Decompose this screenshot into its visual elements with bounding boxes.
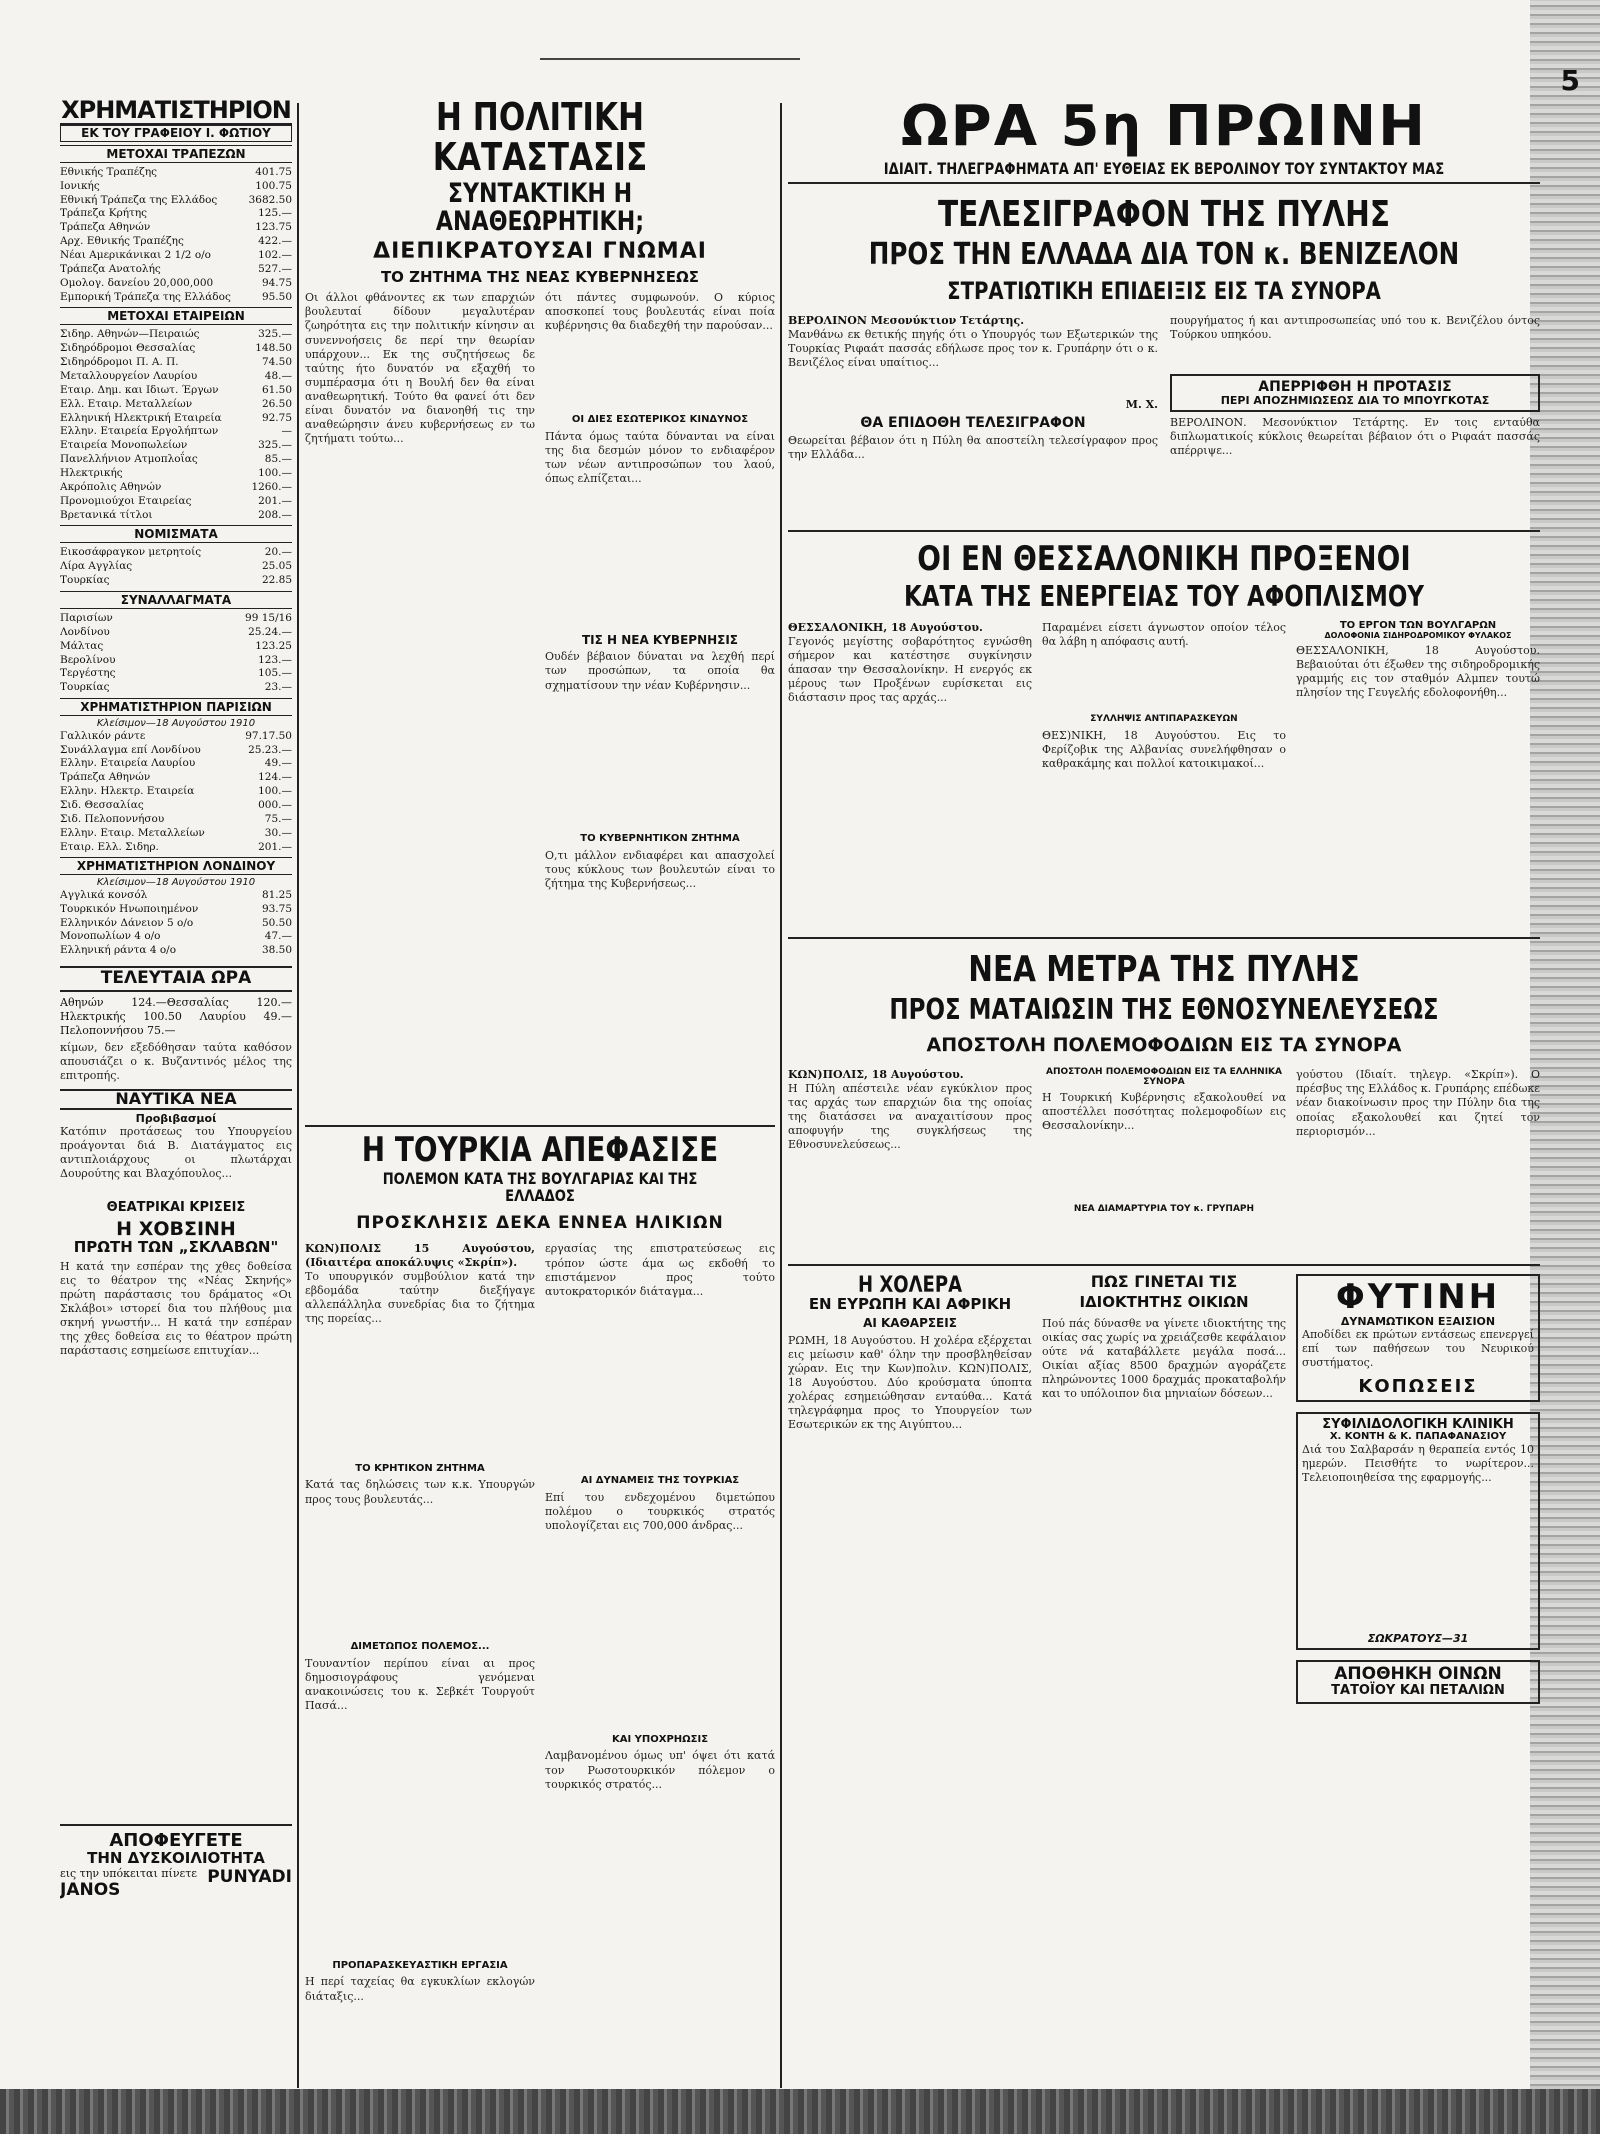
quote-value: 22.85 (261, 574, 292, 587)
measures-body (788, 1068, 1540, 1258)
quote-name: Βρετανικά τίτλοι (60, 508, 153, 521)
body-text: Παραμένει είσετι άγνωστον οποίον τέλος θα λάβη η απόφασις αυτή. (1042, 621, 1286, 649)
quote-value: 92.75 (261, 411, 292, 424)
cholera-title: Η ΧΟΛΕΡΑ (857, 1273, 963, 1299)
quote-name: Συνάλλαγμα επί Λονδίνου (60, 743, 201, 756)
quote-name: Εμπορική Τράπεζα της Ελλάδος (60, 290, 231, 303)
quote-value: 47.— (264, 930, 292, 943)
quote-row (60, 467, 292, 481)
measures-lead: ΚΩΝ)ΠΟΛΙΣ, 18 Αυγούστου. (788, 1068, 964, 1082)
advert-clinic-address: ΣΩΚΡΑΤΟΥΣ—31 (1367, 1631, 1469, 1645)
quote-row (60, 166, 292, 180)
quote-name: Τράπεζα Κρήτης (60, 207, 148, 220)
banner-title: ΩΡΑ 5η ΠΡΩΙΝΗ (901, 98, 1427, 159)
section-heading: ΤΟ ΕΡΓΟΝ ΤΩΝ ΒΟΥΛΓΑΡΩΝ (1339, 620, 1497, 632)
body-text: ΘΕΣΣΑΛΟΝΙΚΗ, 18 Αυγούστου. Βεβαιούται ότι έξωθεν της σιδηροδρομικής γραμμής εις τον σταθμόν Αλμπεν τουτώ πλησίον της Γευγελής εδολοφονήθη... (1296, 644, 1540, 700)
body-text: εργασίας της επιστρατεύσεως εις τρόπον ώστε άμα ως εκδοθή το επιστάμενον προς τούτο αυτοκρατορικόν διάταγμα... (545, 1242, 775, 1298)
section-heading: ΝΟΜΙΣΜΑΤΑ (60, 525, 292, 543)
quote-row (60, 495, 292, 509)
quote-row (60, 546, 292, 560)
section-heading: ΜΕΤΟΧΑΙ ΕΤΑΙΡΕΙΩΝ (60, 307, 292, 325)
owners-subtitle: ΙΔΙΟΚΤΗΤΗΣ ΟΙΚΙΩΝ (1079, 1293, 1249, 1312)
section-heading: ΔΙΜΕΤΩΠΟΣ ΠΟΛΕΜΟΣ... (350, 1641, 490, 1653)
column-divider (297, 103, 299, 2088)
advert-wine-subtitle: ΤΑΤΟΪΟΥ ΚΑΙ ΠΕΤΑΛΙΩΝ (1331, 1682, 1505, 1698)
quote-name: Εταιρ. Ελλ. Σιδηρ. (60, 840, 159, 853)
quote-name: Αγγλικά κονσόλ (60, 888, 148, 901)
quote-name: Ακρόπολις Αθηνών (60, 480, 162, 493)
quote-name: Ελλην. Εταιρεία Λαυρίου (60, 757, 196, 770)
cholera-subtitle-2: ΑΙ ΚΑΘΑΡΣΕΙΣ (863, 1316, 957, 1331)
quote-row (60, 398, 292, 412)
body-text: Αποδίδει εκ πρώτων εντάσεως επενεργεί επί των παθήσεων του Νευρικού συστήματος. (1302, 1327, 1534, 1369)
quote-row (60, 771, 292, 785)
new-measures-title: ΝΕΑ ΜΕΤΡΑ ΤΗΣ ΠΥΛΗΣ (968, 949, 1360, 991)
quote-value: 81.25 (261, 888, 292, 901)
quote-value: 148.50 (255, 342, 292, 355)
quote-value: 49.— (264, 757, 292, 770)
body-text: Η Τουρκική Κυβέρνησις εξακολουθεί να αποστέλλει ποσότητας πολεμοφοδίων εις Θεσσαλονίκην... (1042, 1091, 1286, 1133)
advert-avoid-subtitle: ΤΗΝ ΔΥΣΚΟΙΛΙΟΤΗΤΑ (87, 1848, 265, 1867)
advert-avoid-body (60, 1867, 292, 1902)
quote-row (60, 439, 292, 453)
body-text: ότι πάντες συμφωνούν. Ο κύριος αποσκοπεί τους βουλευτάς είναι ποία κυβέρνησις θα διαδεχθή την παρούσαν... (545, 291, 775, 333)
advert-wine-title: ΑΠΟΘΗΚΗ ΟΙΝΩΝ (1334, 1664, 1502, 1685)
body-text: ΘΕΣ)ΝΙΚΗ, 18 Αυγούστου. Εις το Φερίζοβικ της Αλβανίας συνελήφθησαν ο καθρακάμης και πολλοί κατοικιμακοί... (1042, 728, 1286, 770)
bottom-section (788, 1274, 1540, 1877)
stock-tables (60, 145, 292, 695)
quote-name: Εταιρ. Δημ. και Ιδιωτ. Έργων (60, 383, 219, 396)
quote-value: 75.— (264, 812, 292, 825)
quote-value: 105.— (258, 667, 292, 680)
politics-subtitle-2: ΔΙΕΠΙΚΡΑΤΟΥΣΑΙ ΓΝΩΜΑΙ (373, 239, 707, 265)
section-heading: ΤΟ ΚΥΒΕΡΝΗΤΙΚΟΝ ΖΗΤΗΜΑ (580, 833, 740, 845)
quote-value: 3682.50 (248, 193, 292, 206)
quote-row (60, 612, 292, 626)
quote-value: 124.— (258, 771, 292, 784)
quote-name: Σιδηρόδρομοι Θεσσαλίας (60, 342, 196, 355)
quote-name: Σιδηρόδρομοι Π. Α. Π. (60, 356, 179, 369)
scan-edge-bottom (0, 2089, 1600, 2134)
quote-value: 30.— (264, 826, 292, 839)
newspaper-page (60, 48, 1580, 2088)
quote-value: 95.50 (261, 290, 292, 303)
body-text: εις την υπόκειται πίνετε (60, 1866, 197, 1880)
quote-row (60, 453, 292, 467)
quote-row (60, 574, 292, 588)
advert-clinic-title: ΣΥΦΙΛΙΔΟΛΟΓΙΚΗ ΚΛΙΝΙΚΗ (1322, 1417, 1514, 1433)
quote-name: Ομολογ. δανείου 20,000,000 (60, 276, 214, 289)
column-divider (780, 103, 782, 2088)
quote-name: Αρχ. Εθνικής Τραπέζης (60, 235, 184, 248)
body-text: κίμων, δεν εξεδόθησαν ταύτα καθόσον απουσιάζει ο κ. Βυζαντινός μέλος της επιτροπής. (60, 1041, 292, 1083)
rejected-proposal-box (1170, 374, 1540, 412)
quote-row (60, 681, 292, 695)
quote-row (60, 370, 292, 384)
turkey-body (305, 1242, 775, 2015)
quote-name: Σιδ. Θεσσαλίας (60, 798, 144, 811)
section-heading: ΣΥΝΑΛΛΑΓΜΑΤΑ (60, 591, 292, 609)
right-column (788, 98, 1540, 2088)
section-heading: ΣΥΛΛΗΨΙΣ ΑΝΤΙΠΑΡΑΣΚΕΥΩΝ (1090, 714, 1238, 725)
quote-name: Ηλεκτρικής (60, 466, 123, 479)
naval-news-subtitle: Προβιβασμοί (135, 1112, 217, 1126)
body-text: Μανθάνω εκ θετικής πηγής ότι ο Υπουργός των Εξωτερικών της Τουρκίας Ριφαάτ πασσάς εδήλωσε προς τον κ. Γρυπάρην ότι ο κ. Βενιζέλος είναι υπαίτιος... (788, 327, 1158, 369)
quote-name: Ελλ. Εταιρ. Μεταλλείων (60, 397, 193, 410)
advert-fytini-subtitle: ΔΥΝΑΜΩΤΙΚΟΝ ΕΞΑΙΣΙΟΝ (1340, 1314, 1496, 1328)
quote-row (60, 903, 292, 917)
body-text: Λαμβανομένου όμως υπ' όψει ότι κατά τον Ρωσοτουρκικόν πόλεμον ο τουρκικός στρατός... (545, 1749, 775, 1791)
quote-row (60, 277, 292, 291)
quote-value: 100.75 (255, 179, 292, 192)
body-text: Οι άλλοι φθάνοντες εκ των επαρχιών βουλευταί δίδουν μεγαλυτέραν ζωηρότητα εις την πολιτικήν κίνησιν αι συνεννοήσεις δε περί την θεωρίαν υπάρχουν... Εκ της συζητήσεως δε ταύτης ήτο δυνατόν να εξαχθή το συμπέρασμα ότι η Βουλή δεν θα είναι αναθεωρητική. Τούτο θα φανεί ότι δεν είναι δυνατόν να διανοηθή τις την αναθεώρησιν άνευ κυβερνήσεως εν τω ζητήματι τούτω... (305, 291, 535, 446)
quote-row (60, 640, 292, 654)
quote-row (60, 827, 292, 841)
paris-subheading: Κλείσιμον—18 Αυγούστου 1910 (96, 718, 256, 730)
quote-name: Μονοπωλίων 4 ο/ο (60, 930, 161, 943)
quote-name: Ελληνικόν Δάνειον 5 ο/ο (60, 916, 194, 929)
ultimatum-headline-3: ΣΤΡΑΤΙΩΤΙΚΗ ΕΠΙΔΕΙΞΙΣ ΕΙΣ ΤΑ ΣΥΝΟΡΑ (947, 276, 1381, 305)
quote-value: 23.— (264, 681, 292, 694)
quote-value: 20.— (264, 546, 292, 559)
quote-row (60, 626, 292, 640)
quote-value: 25.05 (261, 560, 292, 573)
paris-table (60, 730, 292, 855)
quote-row (60, 221, 292, 235)
quote-row (60, 412, 292, 426)
body-text: Διά του Σαλβαρσάν η θεραπεία εντός 10 ημερών. Πεισθήτε το νωρίτερον... Τελειοποιηθείσα της εφαρμογής... (1302, 1442, 1534, 1484)
quote-row (60, 757, 292, 771)
consuls-title: ΟΙ ΕΝ ΘΕΣΣΑΛΟΝΙΚΗ ΠΡΟΞΕΝΟΙ (917, 539, 1411, 580)
section-heading: ΝΕΑ ΔΙΑΜΑΡΤΥΡΙΑ ΤΟΥ κ. ΓΡΥΠΑΡΗ (1073, 1204, 1255, 1215)
page-number: 5 (1560, 64, 1580, 97)
london-heading: ΧΡΗΜΑΤΙΣΤΗΡΙΟΝ ΛΟΝΔΙΝΟΥ (60, 857, 292, 875)
section-heading: ΑΙ ΔΥΝΑΜΕΙΣ ΤΗΣ ΤΟΥΡΚΙΑΣ (580, 1475, 740, 1487)
berlin-lead: ΒΕΡΟΛΙΝΟΝ Μεσονύκτιον Τετάρτης. (788, 314, 1025, 328)
advert-brand-janos: JANOS (60, 1880, 121, 1901)
quote-row (60, 917, 292, 931)
quote-value: 201.— (258, 840, 292, 853)
quote-name: Σιδ. Πελοποννήσου (60, 812, 165, 825)
quote-row (60, 342, 292, 356)
quote-value: 000.— (258, 798, 292, 811)
quote-value: 50.50 (261, 916, 292, 929)
quote-row (60, 841, 292, 855)
quote-row (60, 889, 292, 903)
quote-value: 123.75 (255, 221, 292, 234)
ultimatum-body (788, 314, 1540, 524)
quote-name: Ελληνική Ηλεκτρική Εταιρεία (60, 411, 222, 424)
body-text: Πού πάς δύνασθε να γίνετε ιδιοκτήτης της οικίας σας χωρίς να χρειάζεσθε κεφάλαιον ούτε νά καταβάλλετε μεγάλα ποσά... Οικίαι αξίας 8500 δραχμών αγοράζετε πληρώνοντες 1000 δραχμάς προκαταβολήν και το υπόλοιπον δια μηνιαίων δόσεων... (1042, 1316, 1286, 1401)
new-measures-subtitle: ΠΡΟΣ ΜΑΤΑΙΩΣΙΝ ΤΗΣ ΕΘΝΟΣΥΝΕΛΕΥΣΕΩΣ (889, 992, 1439, 1026)
advert-wine (1296, 1660, 1540, 1703)
advert-fytini-title: ΦΥΤΙΝΗ (1335, 1277, 1501, 1318)
quote-row (60, 356, 292, 370)
paris-heading: ΧΡΗΜΑΤΙΣΤΗΡΙΟΝ ΠΑΡΙΣΙΩΝ (60, 698, 292, 716)
quote-value: 325.— (258, 439, 292, 452)
quote-row (60, 785, 292, 799)
consuls-body (788, 621, 1540, 931)
quote-name: Τουρκίας (60, 681, 110, 694)
quote-row (60, 328, 292, 342)
quote-value: 97.17.50 (245, 729, 292, 742)
quote-name: Πανελλήνιον Ατμοπλοΐας (60, 453, 198, 466)
quote-name: Εικοσάφραγκον μετρητοίς (60, 546, 202, 559)
quote-name: Τεργέστης (60, 667, 116, 680)
quote-name: Προνομιούχοι Εταιρείας (60, 494, 192, 507)
quote-name: Τράπεζα Αθηνών (60, 221, 151, 234)
last-hour-text: Αθηνών 124.—Θεσσαλίας 120.—Ηλεκτρικής 100.50 Λαυρίου 49.— Πελοποννήσου 75.— (60, 996, 292, 1037)
body-text: Το υπουργικόν συμβούλιον κατά την εβδομάδα ταύτην διεξήγαγε αλλεπάλληλα συνεδρίας δια το ζήτημα της πορείας... (305, 1269, 535, 1326)
quote-name: Τράπεζα Ανατολής (60, 262, 161, 275)
quote-value: — (281, 425, 292, 438)
rejected-proposal-subtitle: ΠΕΡΙ ΑΠΟΖΗΜΙΩΣΕΩΣ ΔΙΑ ΤΟ ΜΠΟΥΓΚΟΤΑΣ (1220, 393, 1490, 407)
last-hour-title: ΤΕΛΕΥΤΑΙΑ ΩΡΑ (60, 966, 292, 992)
section-heading: ΟΙ ΔΙΕΣ ΕΣΩΤΕΡΙΚΟΣ ΚΙΝΔΥΝΟΣ (571, 414, 749, 426)
quote-name: Σιδηρ. Αθηνών—Πειραιώς (60, 328, 200, 341)
quote-row (60, 249, 292, 263)
quote-value: 61.50 (261, 383, 292, 396)
quote-name: Εθνικής Τραπέζης (60, 165, 158, 178)
quote-value: 325.— (258, 328, 292, 341)
body-text: Πάντα όμως ταύτα δύνανται να είναι της δια δεσμών μόνον το ενδιαφέρον των νέων αντιπροσώπων του λαού, όπως ελπίζεται... (545, 429, 775, 486)
turkey-decided-title: Η ΤΟΥΡΚΙΑ ΑΠΕΦΑΣΙΣΕ (361, 1130, 719, 1171)
banner-subtitle: ΙΔΙΑΙΤ. ΤΗΛΕΓΡΑΦΗΜΑΤΑ ΑΠ' ΕΥΘΕΙΑΣ ΕΚ ΒΕΡΟΛΙΝΟΥ ΤΟΥ ΣΥΝΤΑΚΤΟΥ ΜΑΣ (883, 158, 1445, 178)
body-text: Κατόπιν προτάσεως του Υπουργείου προάγονται διά Β. Διατάγματος εις αντιπλοιάρχους οι πλωτάρχαι Δουρούτης και Βλαχόπουλος... (60, 1124, 292, 1180)
quote-name: Παρισίων (60, 611, 113, 624)
stock-exchange-subtitle: ΕΚ ΤΟΥ ΓΡΑΦΕΙΟΥ Ι. ΦΩΤΙΟΥ (60, 125, 292, 142)
quote-value: 94.75 (261, 276, 292, 289)
naval-news-title: ΝΑΥΤΙΚΑ ΝΕΑ (60, 1089, 292, 1110)
quote-row (60, 384, 292, 398)
quote-name: Ελλην. Ηλεκτρ. Εταιρεία (60, 785, 195, 798)
ultimatum-headline: ΤΕΛΕΣΙΓΡΑΦΟΝ ΤΗΣ ΠΥΛΗΣ (937, 193, 1390, 235)
quote-value: 93.75 (261, 902, 292, 915)
advert-brand-punyadi: PUNYADI (207, 1866, 292, 1887)
quote-value: 125.— (258, 207, 292, 220)
body-text: Η κατά την εσπέραν της χθες δοθείσα εις το θέατρον της «Νέας Σκηνής» πρώτη παράστασις του δράματος «Οι Σκλάβοι» ιστορεί δια του πλήθους μια σκηνή γνωστήν... Η κατά την εσπέραν της χθες δοθείσα εις το θέατρον πρώτη παράστασις εσημείωσε επιτυχίαν... (60, 1259, 292, 1358)
quote-value: 208.— (258, 508, 292, 521)
quote-name: Ελληνική ράντα 4 ο/ο (60, 944, 177, 957)
section-heading: ΚΑΙ ΥΠΟΧΡΗΩΣΙΣ (611, 1733, 709, 1745)
middle-column (305, 98, 775, 2088)
quote-value: 123.25 (255, 639, 292, 652)
quote-value: 25.24.— (248, 625, 292, 638)
body-text: γούστου (Ιδιαίτ. τηλεγρ. «Σκρίπ»). Ο πρέσβυς της Ελλάδος κ. Γρυπάρης επέδωκε νέαν διακοίνωσιν προς την Πύλην δια της οποίας εξακολουθεί και ζητεί τον περιορισμόν... (1296, 1068, 1540, 1138)
quote-row (60, 799, 292, 813)
quote-row (60, 730, 292, 744)
quote-value: 527.— (258, 262, 292, 275)
quote-name: Μεταλλουργείον Λαυρίου (60, 369, 198, 382)
advert-fytini-word: ΚΟΠΩΣΕΙΣ (1358, 1375, 1478, 1397)
quote-name: Τουρκίας (60, 574, 110, 587)
quote-row (60, 654, 292, 668)
quote-value: 100.— (258, 466, 292, 479)
body-text: ΒΕΡΟΛΙΝΟΝ. Μεσονύκτιον Τετάρτης. Εν τοις ενταύθα διπλωματικοίς κύκλοις θεωρείται βέβαιον ότι ο Ριφαάτ πασσάς απέρριψε... (1170, 416, 1540, 458)
advert-clinic (1296, 1412, 1540, 1650)
advert-avoid-title: ΑΠΟΦΕΥΓΕΤΕ (109, 1829, 243, 1851)
politics-subtitle-3: ΤΟ ΖΗΤΗΜΑ ΤΗΣ ΝΕΑΣ ΚΥΒΕΡΝΗΣΕΩΣ (380, 267, 700, 286)
consuls-lead: ΘΕΣΣΑΛΟΝΙΚΗ, 18 Αυγούστου. (788, 621, 983, 635)
quote-row (60, 509, 292, 523)
quote-row (60, 207, 292, 221)
body-text: Κατά τας δηλώσεις των κ.κ. Υπουργών προς τους βουλευτάς... (305, 1478, 535, 1506)
section-heading: ΜΕΤΟΧΑΙ ΤΡΑΠΕΖΩΝ (60, 145, 292, 163)
quote-value: 85.— (264, 453, 292, 466)
politics-subtitle: ΣΥΝΤΑΚΤΙΚΗ Η ΑΝΑΘΕΩΡΗΤΙΚΗ; (435, 177, 645, 238)
quote-value: 201.— (258, 494, 292, 507)
quote-name: Τράπεζα Αθηνών (60, 771, 151, 784)
quote-name: Εθνική Τράπεζα της Ελλάδος (60, 193, 218, 206)
section-heading: ΘΑ ΕΠΙΔΟΘΗ ΤΕΛΕΣΙΓΡΑΦΟΝ (860, 414, 1086, 431)
quote-row (60, 944, 292, 958)
quote-row (60, 560, 292, 574)
advert-fytini (1296, 1274, 1540, 1402)
quote-value: 422.— (258, 235, 292, 248)
quote-row (60, 667, 292, 681)
signature: Μ. Χ. (1125, 397, 1158, 411)
khovsini-title: Η ΧΟΒΣΙΝΗ (116, 1218, 236, 1241)
body-text: Επί του ενδεχομένου διμετώπου πολέμου ο τουρκικός στρατός υπολογίζεται εις 700,000 άνδρας... (545, 1490, 775, 1533)
quote-row (60, 291, 292, 305)
quote-value: 102.— (258, 248, 292, 261)
quote-name: Ιονικής (60, 179, 100, 192)
owners-title: ΠΩΣ ΓΙΝΕΤΑΙ ΤΙΣ (1090, 1272, 1238, 1292)
quote-name: Τουρκικόν Ηνωποιημένον (60, 902, 199, 915)
london-subheading: Κλείσιμον—18 Αυγούστου 1910 (96, 877, 256, 889)
quote-name: Ελλην. Εταιρ. Μεταλλείων (60, 826, 205, 839)
quote-value: 26.50 (261, 397, 292, 410)
turkey-decided-subtitle-2: ΠΡΟΣΚΛΗΣΙΣ ΔΕΚΑ ΕΝΝΕΑ ΗΛΙΚΙΩΝ (356, 1212, 724, 1233)
london-table (60, 889, 292, 958)
quote-value: 123.— (258, 653, 292, 666)
turkey-decided-subtitle: ΠΟΛΕΜΟΝ ΚΑΤΑ ΤΗΣ ΒΟΥΛΓΑΡΙΑΣ ΚΑΙ ΤΗΣ ΕΛΛΑΔΟΣ (382, 1169, 698, 1205)
body-text: ΡΩΜΗ, 18 Αυγούστου. Η χολέρα εξέρχεται εις μείωσιν καθ' όλην την προσβληθείσαν χώραν. Εις την Κων)πολιν. ΚΩΝ)ΠΟΛΙΣ, 18 Αυγούστου. Δύο κρούσματα ύποπτα χολέρας εσημειώθησαν ενταύθα... Κατά τηλεγράφημα προς το Υπουργείον των Εσωτερικών εκ της Αιγύπτου... (788, 1333, 1032, 1432)
politics-body (305, 291, 775, 1121)
quote-value: 38.50 (261, 944, 292, 957)
cholera-subtitle: ΕΝ ΕΥΡΩΠΗ ΚΑΙ ΑΦΡΙΚΗ (808, 1295, 1012, 1314)
quote-name: Λονδίνου (60, 625, 110, 638)
quote-name: Εταιρεία Μονοπωλείων (60, 439, 188, 452)
body-text: Η Πύλη απέστειλε νέαν εγκύκλιον προς τας αρχάς των επαρχιών δια της οποίας της διατάσσει να αναχαιτίσουν προς αποφυγήν της συγκλήσεως της Εθνοσυνελεύσεως... (788, 1082, 1032, 1152)
top-rule (540, 58, 800, 60)
section-heading: ΔΟΛΟΦΟΝΙΑ ΣΙΔΗΡΟΔΡΟΜΙΚΟΥ ΦΥΛΑΚΟΣ (1324, 630, 1512, 640)
quote-row (60, 744, 292, 758)
body-text: Γεγονός μεγίστης σοβαρότητος εγνώσθη σήμερον και κατέστησε συγκίνησιν άπασαν την Θεσσαλονίκην. Η ενεργός εκ μέρους των Προξένων ευρίσκεται εις διάστασιν προς τας αρχάς... (788, 634, 1032, 705)
scan-edge-right (1530, 0, 1600, 2134)
quote-value: 401.75 (255, 165, 292, 178)
quote-name: Λίρα Αγγλίας (60, 560, 133, 573)
body-text: Ο,τι μάλλον ενδιαφέρει και απασχολεί τους κύκλους των βουλευτών είναι το ζήτημα της Κυβερνήσεως... (545, 848, 775, 891)
section-heading: ΤΟ ΚΡΗΤΙΚΟΝ ΖΗΤΗΜΑ (355, 1462, 485, 1474)
section-heading: ΤΙΣ Η ΝΕΑ ΚΥΒΕΡΝΗΣΙΣ (581, 632, 739, 647)
body-text: πουργήματος ή και αντιπροσωπείας υπό του κ. Βενιζέλου όντος Τούρκου υπηκόου. (1170, 314, 1540, 342)
quote-row (60, 180, 292, 194)
quote-value: 48.— (264, 369, 292, 382)
theatre-crisis-title: ΘΕΑΤΡΙΚΑΙ ΚΡΙΣΕΙΣ (106, 1199, 246, 1215)
quote-value: 99 15/16 (245, 611, 292, 624)
new-measures-subtitle-2: ΑΠΟΣΤΟΛΗ ΠΟΛΕΜΟΦΟΔΙΩΝ ΕΙΣ ΤΑ ΣΥΝΟΡΑ (926, 1034, 1402, 1057)
body-text: Τουναντίον περίπου είναι αι προς δημοσιογράφους γενόμεναι ανακοινώσεις του κ. Σεβκέτ Τουργούτ Πασά... (305, 1656, 535, 1713)
consuls-subtitle: ΚΑΤΑ ΤΗΣ ΕΝΕΡΓΕΙΑΣ ΤΟΥ ΑΦΟΠΛΙΣΜΟΥ (903, 579, 1425, 613)
body-text: Θεωρείται βέβαιον ότι η Πύλη θα αποστείλη τελεσίγραφον προς την Ελλάδα... (788, 434, 1158, 462)
quote-row (60, 235, 292, 249)
quote-value: 74.50 (261, 356, 292, 369)
quote-name: Νέαι Αμερικάνικαι 2 1/2 ο/ο (60, 248, 212, 261)
turkey-lead: ΚΩΝ)ΠΟΛΙΣ 15 Αυγούστου, (Ιδιαιτέρα αποκάλυψις «Σκρίπ»). (305, 1242, 535, 1270)
left-column (60, 98, 292, 2088)
quote-name: Ελλην. Εταιρεία Εργολήπτων (60, 425, 219, 438)
section-heading: ΠΡΟΠΑΡΑΣΚΕΥΑΣΤΙΚΗ ΕΡΓΑΣΙΑ (332, 1959, 508, 1971)
quote-row (60, 194, 292, 208)
quote-name: Μάλτας (60, 639, 104, 652)
quote-value: 25.23.— (248, 743, 292, 756)
quote-name: Βερολίνου (60, 653, 116, 666)
quote-value: 1260.— (251, 480, 292, 493)
ultimatum-headline-2: ΠΡΟΣ ΤΗΝ ΕΛΛΑΔΑ ΔΙΑ ΤΟΝ κ. ΒΕΝΙΖΕΛΟΝ (868, 237, 1460, 273)
body-text: Η περί ταχείας θα εγκυκλίων εκλογών διάταξις... (305, 1975, 535, 2003)
rejected-proposal-title: ΑΠΕΡΡΙΦΘΗ Η ΠΡΟΤΑΣΙΣ (1258, 379, 1452, 396)
politics-title: Η ΠΟΛΙΤΙΚΗ ΚΑΤΑΣΤΑΣΙΣ (432, 98, 648, 179)
quote-row (60, 425, 292, 439)
quote-value: 100.— (258, 785, 292, 798)
quote-row (60, 263, 292, 277)
slaves-premiere-title: ΠΡΩΤΗ ΤΩΝ „ΣΚΛΑΒΩΝ" (73, 1238, 279, 1257)
quote-row (60, 481, 292, 495)
stock-exchange-title: ΧΡΗΜΑΤΙΣΤΗΡΙΟΝ (61, 98, 291, 124)
body-text: Ουδέν βέβαιον δύναται να λεχθή περί των προσώπων, τα οποία θα σχηματίσουν την νέαν Κυβέρνησιν... (545, 650, 775, 692)
quote-name: Γαλλικόν ράντε (60, 729, 146, 742)
advert-clinic-subtitle: Χ. ΚΟΝΤΗ & Κ. ΠΑΠΑΦΑΝΑΣΙΟΥ (1329, 1431, 1507, 1443)
quote-row (60, 813, 292, 827)
quote-row (60, 930, 292, 944)
section-heading: ΑΠΟΣΤΟΛΗ ΠΟΛΕΜΟΦΟΔΙΩΝ ΕΙΣ ΤΑ ΕΛΛΗΝΙΚΑ ΣΥΝΟΡΑ (1046, 1067, 1282, 1087)
